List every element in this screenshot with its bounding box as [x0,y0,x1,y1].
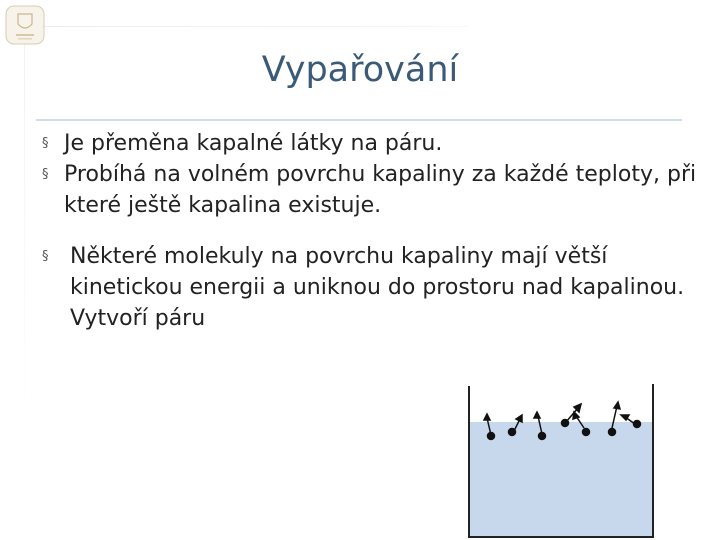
bullet-item: § Některé molekuly na povrchu kapaliny mají větší kinetickou energii a uniknou do prostoru nad kapalinou. Vytvoří páru [42,241,702,334]
slide-frame-left [24,30,25,450]
liquid [470,422,652,536]
bullet-marker: § [42,249,49,264]
slide-frame-top [38,26,468,27]
bullet-marker: § [42,167,49,182]
evaporation-diagram [450,380,670,540]
bullet-item: § Je přeměna kapalné látky na páru. [42,128,702,159]
bullet-marker: § [42,136,49,151]
bullet-list [42,128,702,334]
slide-title: Vypařování [261,50,459,90]
bullet-item: § Probíhá na volném povrchu kapaliny za každé teploty, při které ještě kapalina existuje. [42,159,702,221]
school-emblem-icon [4,4,46,46]
title-underline [36,119,682,121]
